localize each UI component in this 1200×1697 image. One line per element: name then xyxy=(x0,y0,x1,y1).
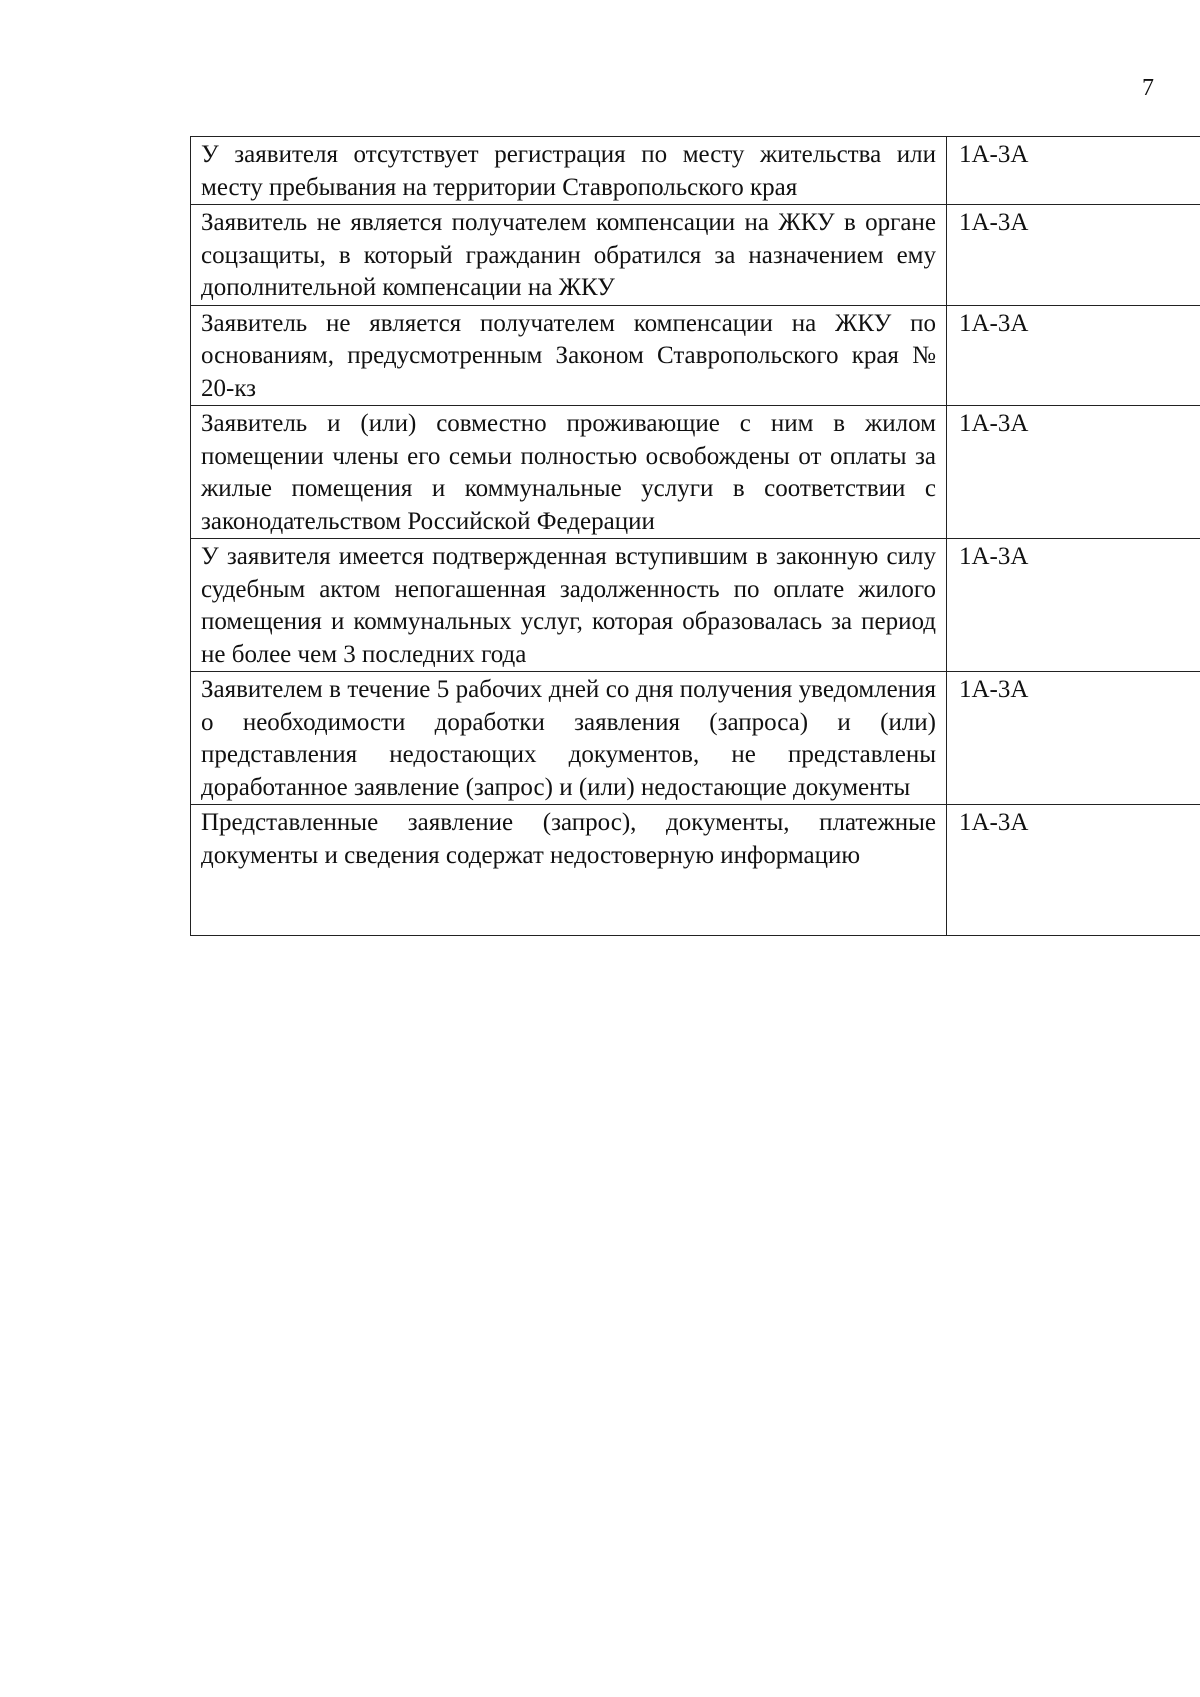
refusal-grounds-table xyxy=(190,136,1200,936)
code-cell: 1А-3А xyxy=(947,539,1200,672)
reason-cell xyxy=(191,305,947,406)
reason-cell xyxy=(191,137,947,205)
reason-cell xyxy=(191,539,947,672)
code-cell: 1А-3А xyxy=(947,205,1200,306)
table-row xyxy=(191,205,1200,306)
reason-cell xyxy=(191,406,947,539)
table-row xyxy=(191,406,1200,539)
reason-text: У заявителя имеется подтвержденная вступившим в законную силу судебным актом непогашенная задолженность по оплате жилого помещения и коммунальных услуг, которая образовалась за период не более чем 3 последних года xyxy=(201,543,936,668)
code-cell: 1А-3А xyxy=(947,137,1200,205)
reason-text: Заявителем в течение 5 рабочих дней со дня получения уведомления о необходимости доработки заявления (запроса) и (или) представления недостающих документов, не представлены доработанное заявление (запрос) и (или) недостающие документы xyxy=(201,676,936,801)
code-cell: 1А-3А xyxy=(947,305,1200,406)
table-row xyxy=(191,539,1200,672)
code-cell: 1А-3А xyxy=(947,805,1200,936)
page-number: 7 xyxy=(1142,75,1154,101)
reason-cell xyxy=(191,672,947,805)
reason-text: Заявитель и (или) совместно проживающие с ним в жилом помещении члены его семьи полностью освобождены от оплаты за жилые помещения и коммунальные услуги в соответствии с законодательством Российской Федерации xyxy=(201,410,936,535)
table-row xyxy=(191,137,1200,205)
reason-cell xyxy=(191,205,947,306)
reason-text: У заявителя отсутствует регистрация по месту жительства или месту пребывания на территории Ставропольского края xyxy=(201,141,936,201)
code-cell: 1А-3А xyxy=(947,406,1200,539)
reason-text: Заявитель не является получателем компенсации на ЖКУ по основаниям, предусмотренным Законом Ставропольского края № 20-кз xyxy=(201,309,936,402)
reason-cell xyxy=(191,805,947,936)
table-row xyxy=(191,305,1200,406)
reason-text: Представленные заявление (запрос), документы, платежные документы и сведения содержат недостоверную информацию xyxy=(201,809,936,869)
reason-text: Заявитель не является получателем компенсации на ЖКУ в органе соцзащиты, в который гражданин обратился за назначением ему дополнительной компенсации на ЖКУ xyxy=(201,209,936,301)
table-row xyxy=(191,805,1200,936)
table-row xyxy=(191,672,1200,805)
code-cell: 1А-3А xyxy=(947,672,1200,805)
